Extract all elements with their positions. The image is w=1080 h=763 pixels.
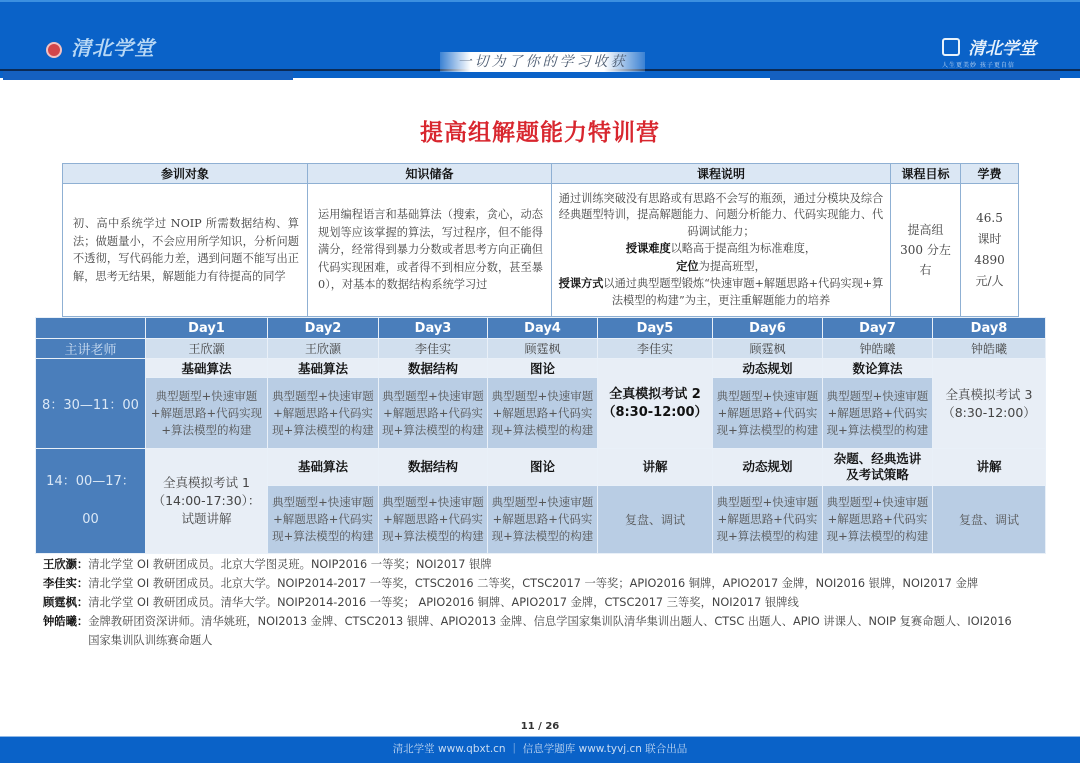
logo-left-text: 清北学堂 (70, 36, 155, 60)
header-fee: 学费 (961, 164, 1019, 184)
bio-name: 顾霆枫： (43, 596, 89, 609)
subject-cell: 数据结构 (379, 359, 488, 378)
bio-li-jiashi (43, 574, 1043, 593)
page-current: 11 (520, 721, 535, 732)
detail-cell: 典型题型+快速审题+解题思路+代码实现+算法模型的构建 (823, 486, 933, 554)
subject-cell: 杂题、经典选讲及考试策略 (823, 449, 933, 486)
page-total: 26 (545, 721, 560, 732)
page-number (0, 721, 1080, 732)
subject-cell: 数据结构 (379, 449, 488, 486)
header-banner (0, 0, 1080, 78)
day1-exam-cell (146, 449, 268, 554)
fee-hours-unit: 课时 (977, 232, 1002, 246)
teacher-cell: 钟皓曦 (823, 339, 933, 359)
exam-title: 全真模拟考试 2 (609, 386, 701, 402)
detail-cell: 典型题型+快速审题+解题思路+代码实现+算法模型的构建 (379, 378, 488, 449)
logo-emblem-icon (46, 42, 62, 58)
teacher-cell: 李佳实 (379, 339, 488, 359)
bio-text: 清北学堂 OI 教研团成员。北京大学图灵班。NOIP2016 一等奖；NOI2017 银牌 (88, 558, 492, 571)
teacher-cell: 王欣灏 (146, 339, 268, 359)
subject-cell: 基础算法 (268, 449, 379, 486)
detail-cell: 典型题型+快速审题+解题思路+代码实现+算法模型的构建 (268, 486, 379, 554)
day-header: Day6 (713, 318, 823, 339)
bio-wang-xinhao (43, 555, 1043, 574)
info-header-row (63, 164, 1019, 184)
bio-text: 清北学堂 OI 教研团成员。北京大学。NOIP2014-2017 一等奖，CTSC2016 二等奖，CTSC2017 一等奖；APIO2016 铜牌，APIO2017 金牌，NOI2016 银牌，NOI2017 金牌 (88, 577, 979, 590)
detail-cell: 典型题型+快速审题+解题思路+代码实现+算法模型的构建 (268, 378, 379, 449)
exam-title: 全真模拟考试 3 (945, 386, 1033, 402)
teacher-label: 主讲老师 (36, 339, 146, 359)
exam-note: 试题讲解 (181, 511, 232, 526)
teacher-cell: 李佳实 (598, 339, 713, 359)
detail-cell: 典型题型+快速审题+解题思路+代码实现+算法模型的构建 (713, 486, 823, 554)
subject-cell: 图论 (488, 449, 598, 486)
target-audience-cell: 初、高中系统学过 NOIP 所需数据结构、算法；做题量小，不会应用所学知识，分析问题不透彻，写代码能力差，遇到问题不能写出正解，思考无结果，解题能力有待提高的同学 (63, 184, 308, 317)
info-body-row (63, 184, 1019, 317)
position-label: 定位 (676, 258, 699, 273)
course-info-table (62, 163, 1019, 317)
difficulty-text: 以略高于提高组为标准难度， (670, 242, 817, 256)
bio-name: 钟皓曦： (43, 615, 89, 628)
detail-cell: 典型题型+快速审题+解题思路+代码实现+算法模型的构建 (488, 486, 598, 554)
subject-cell: 动态规划 (713, 449, 823, 486)
header-description: 课程说明 (552, 164, 891, 184)
subject-cell: 数论算法 (823, 359, 933, 378)
subject-cell: 讲解 (933, 449, 1046, 486)
logo-right-text: 清北学堂 (968, 39, 1037, 59)
afternoon-time-label (36, 449, 146, 554)
subject-cell: 讲解 (598, 449, 713, 486)
exam-time: （8:30-12:00） (602, 404, 708, 420)
detail-cell: 典型题型+快速审题+解题思路+代码实现+算法模型的构建 (823, 378, 933, 449)
subject-cell: 动态规划 (713, 359, 823, 378)
bio-text: 清北学堂 OI 教研团成员。清华大学。NOIP2014-2016 一等奖； APIO2016 铜牌、APIO2017 金牌，CTSC2017 三等奖，NOI2017 银牌线 (88, 596, 799, 609)
bio-zhong-haoxi (43, 612, 1043, 650)
bio-gu-tingfeng (43, 593, 1043, 612)
day-header: Day7 (823, 318, 933, 339)
teacher-bios (43, 555, 1043, 650)
morning-detail-row (36, 378, 1046, 449)
fee-price: 4890 (974, 253, 1005, 267)
morning-time-label: 8：30—11：00 (36, 359, 146, 449)
page-separator: / (534, 721, 546, 732)
page-title: 提高组解题能力特训营 (420, 120, 660, 146)
description-intro: 通过训练突破没有思路或有思路不会写的瓶颈，通过分模块及综合经典题型特训，提高解题能力、问题分析能力、代码实现能力、代码调试能力； (558, 191, 884, 238)
footer-bar: 清北学堂 www.qbxt.cn ｜ 信息学题库 www.tyvj.cn 联合出品 (0, 736, 1080, 763)
corner-cell (36, 318, 146, 339)
method-label: 授课方式 (558, 276, 604, 291)
header-target-audience: 参训对象 (63, 164, 308, 184)
logo-right-subtitle: 人生更美妙 孩子更自信 (942, 62, 1015, 69)
exam-title: 全真模拟考试 1 (163, 475, 250, 490)
tagline: 一切为了你的学习收获 (440, 52, 645, 72)
exam-time: （14:00-17:30）： (152, 493, 261, 508)
morning-subject-row (36, 359, 1046, 378)
day-header: Day8 (933, 318, 1046, 339)
goal-cell: 提高组300 分左右 (891, 184, 961, 317)
difficulty-label: 授课难度 (625, 241, 671, 256)
day-header: Day5 (598, 318, 713, 339)
detail-cell: 典型题型+快速审题+解题思路+代码实现+算法模型的构建 (379, 486, 488, 554)
day-header: Day1 (146, 318, 268, 339)
banner-underbar-right (770, 71, 1060, 80)
description-cell (552, 184, 891, 317)
brand-logo-right (942, 34, 1036, 69)
afternoon-subject-row (36, 449, 1046, 486)
afternoon-time-line2: 00 (82, 512, 99, 527)
detail-cell: 典型题型+快速审题+解题思路+代码实现+算法模型的构建 (146, 378, 268, 449)
teacher-cell: 王欣灏 (268, 339, 379, 359)
review-cell: 复盘、调试 (933, 486, 1046, 554)
day-header: Day3 (379, 318, 488, 339)
bio-text: 金牌教研团资深讲师。清华姚班，NOI2013 金牌、CTSC2013 银牌、APIO2013 金牌、信息学国家集训队清华集训出题人、CTSC 出题人、APIO 讲课人、NOIP 复赛命题人、IOI2016 国家集训队训练赛命题人 (88, 615, 1012, 647)
teacher-cell: 顾霆枫 (488, 339, 598, 359)
detail-cell: 典型题型+快速审题+解题思路+代码实现+算法模型的构建 (713, 378, 823, 449)
day-header: Day4 (488, 318, 598, 339)
header-knowledge: 知识储备 (308, 164, 552, 184)
day5-exam-cell (598, 359, 713, 449)
subject-cell: 图论 (488, 359, 598, 378)
schedule-table (35, 317, 1046, 554)
fee-price-unit: 元/人 (975, 274, 1004, 288)
teacher-row (36, 339, 1046, 359)
detail-cell: 典型题型+快速审题+解题思路+代码实现+算法模型的构建 (488, 378, 598, 449)
subject-cell: 基础算法 (146, 359, 268, 378)
banner-underbar-left (3, 71, 293, 80)
exam-time: （8:30-12:00） (942, 404, 1036, 420)
teacher-cell: 钟皓曦 (933, 339, 1046, 359)
position-text: 为提高班型， (698, 259, 766, 273)
afternoon-time-line1: 14：00—17： (46, 474, 135, 489)
fee-cell (961, 184, 1019, 317)
teacher-cell: 顾霆枫 (713, 339, 823, 359)
day-header: Day2 (268, 318, 379, 339)
bio-name: 李佳实： (43, 577, 89, 590)
day8-exam-cell (933, 359, 1046, 449)
day-header-row (36, 318, 1046, 339)
method-text: 以通过典型题型锻炼“快速审题+解题思路+代码实现+算法模型的构建”为主，更注重解题能力的培养 (603, 277, 884, 307)
subject-cell: 基础算法 (268, 359, 379, 378)
bio-name: 王欣灏： (43, 558, 89, 571)
seal-icon (942, 38, 960, 56)
fee-hours: 46.5 (976, 211, 1003, 225)
header-goal: 课程目标 (891, 164, 961, 184)
review-cell: 复盘、调试 (598, 486, 713, 554)
brand-logo-left (45, 32, 155, 61)
knowledge-cell: 运用编程语言和基础算法（搜索，贪心，动态规划等应该掌握的算法，写过程序，但不能得满分，经常得到暴力分数或者思考方向正确但代码实现困难，或者得不到相应分数，甚至暴0），对基本的数据结构系统学习过 (308, 184, 552, 317)
